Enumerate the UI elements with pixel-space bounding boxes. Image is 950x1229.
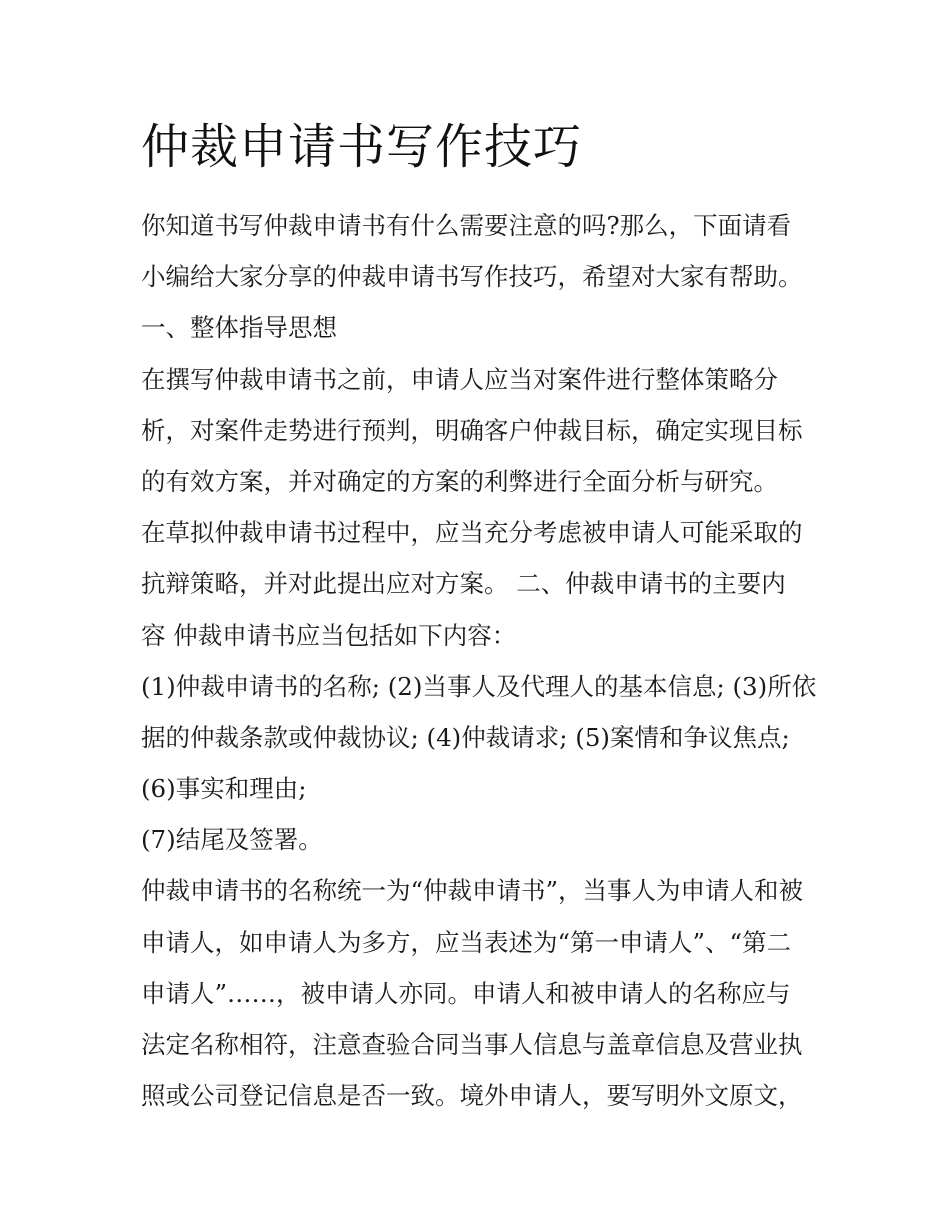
body-line: 在草拟仲裁申请书过程中，应当充分考虑被申请人可能采取的 — [141, 518, 803, 548]
list-line: 据的仲裁条款或仲裁协议; (4)仲裁请求; (5)案情和争议焦点; — [141, 722, 790, 752]
list-line: (1)仲裁申请书的名称; (2)当事人及代理人的基本信息; (3)所依 — [141, 671, 817, 701]
body-line: 的有效方案，并对确定的方案的利弊进行全面分析与研究。 — [141, 466, 778, 496]
body-line: 申请人，如申请人为多方，应当表述为“第一申请人”、“第二 — [141, 927, 792, 957]
body-line: 法定名称相符，注意查验合同当事人信息与盖章信息及营业执 — [141, 1030, 803, 1059]
body-line: 仲裁申请书的名称统一为“仲裁申请书”，当事人为申请人和被 — [141, 876, 804, 906]
list-line: (7)结尾及签署。 — [141, 825, 323, 855]
document-page — [141, 112, 821, 1121]
body-line: 小编给大家分享的仲裁申请书写作技巧，希望对大家有帮助。 — [141, 262, 803, 292]
body-line: 析，对案件走势进行预判，明确客户仲裁目标，确定实现目标 — [141, 415, 803, 445]
document-title: 仲裁申请书写作技巧 — [141, 119, 583, 175]
body-line: 抗辩策略，并对此提出应对方案。 二、仲裁申请书的主要内 — [141, 569, 786, 599]
body-line: 照或公司登记信息是否一致。境外申请人，要写明外文原文， — [141, 1081, 803, 1111]
document-body — [141, 200, 821, 1121]
list-line: (6)事实和理由; — [141, 774, 307, 804]
body-line: 你知道书写仲裁申请书有什么需要注意的吗?那么，下面请看 — [141, 211, 792, 240]
body-line: 容 仲裁申请书应当包括如下内容： — [141, 620, 517, 650]
body-line: 在撰写仲裁申请书之前，申请人应当对案件进行整体策略分 — [141, 364, 778, 394]
section-heading: 一、整体指导思想 — [141, 313, 337, 343]
body-line: 申请人”……，被申请人亦同。申请人和被申请人的名称应与 — [141, 978, 791, 1008]
